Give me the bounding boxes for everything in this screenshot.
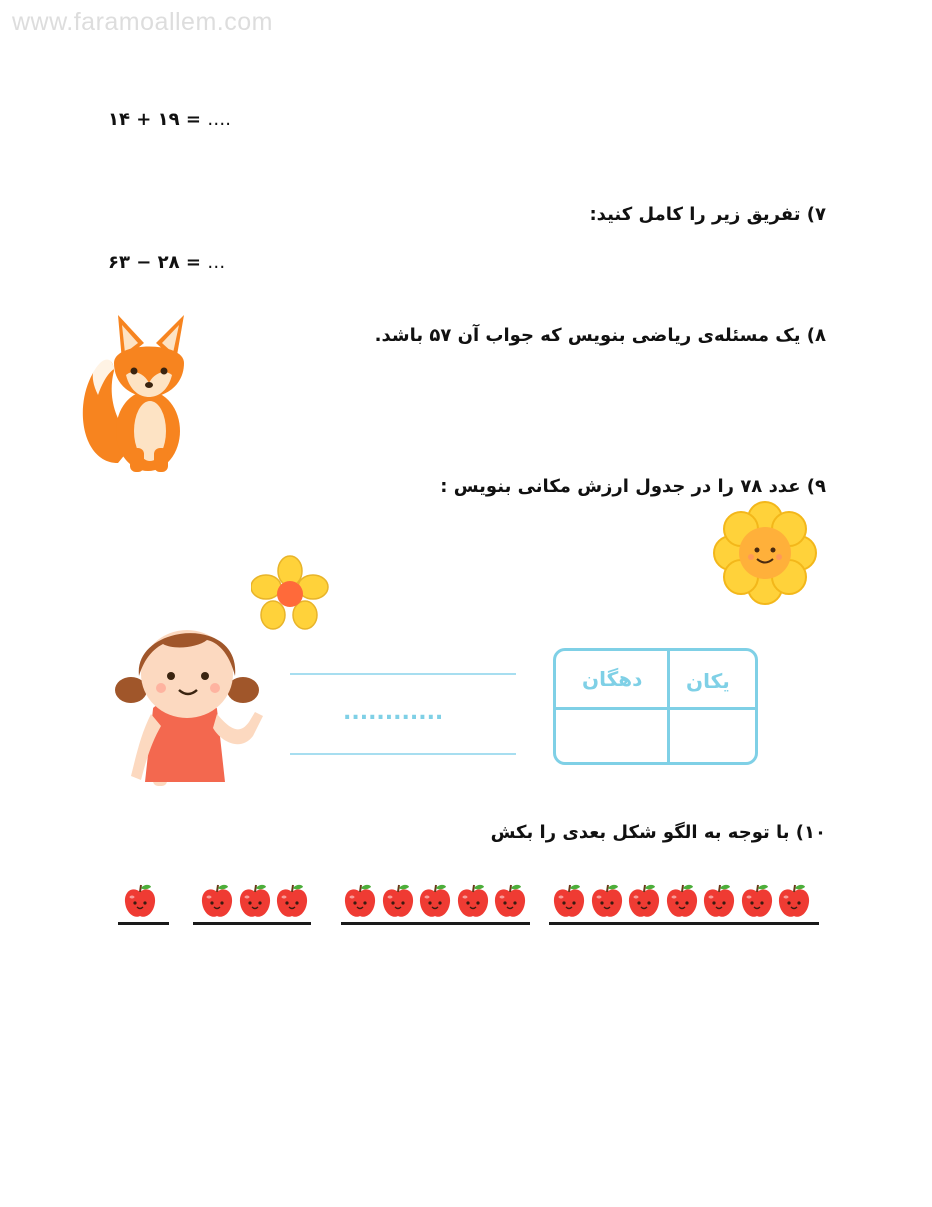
fox-icon [78,313,196,475]
addition-equation [108,109,231,130]
apple-icon [590,883,624,919]
addend-right: ۱۹ [157,109,180,130]
pattern-line-4 [549,922,819,925]
ones-cell[interactable] [670,710,755,762]
answer-blank: …. [207,109,232,130]
answer-blank: … [207,252,226,273]
question-10: ۱۰) با توجه به الگو شکل بعدی را بکش [490,822,826,843]
apple-icon [381,883,415,919]
equals-sign: = [185,109,201,130]
minus-sign: − [136,252,152,273]
place-value-table [553,648,758,765]
answer-dots: ............ [343,700,444,725]
pattern-line-3 [341,922,530,925]
apple-icon [238,883,272,919]
apple-icon [665,883,699,919]
apple-icon [552,883,586,919]
apple-icon [740,883,774,919]
girl-icon [113,604,263,786]
question-7: ۷) تفریق زیر را کامل کنید: [589,204,826,225]
minuend: ۶۳ [108,252,130,273]
apple-icon [200,883,234,919]
watermark: www.faramoallem.com [12,8,273,36]
apple-icon [418,883,452,919]
apple-icon [627,883,661,919]
tens-header: دهگان [582,667,643,691]
apple-icon [456,883,490,919]
apple-icon [343,883,377,919]
question-8: ۸) یک مسئله‌ی ریاضی بنویس که جواب آن ۵۷ باشد. [374,325,826,346]
ones-header: یکان [686,669,730,693]
plus-sign: + [136,109,152,130]
addend-left: ۱۴ [108,109,130,130]
subtraction-equation [108,252,225,273]
apple-icon [702,883,736,919]
pattern-line-2 [193,922,311,925]
apple-icon [777,883,811,919]
apple-icon [275,883,309,919]
answer-line-bottom [290,753,516,755]
answer-line-top [290,673,516,675]
apple-icon [493,883,527,919]
tens-cell[interactable] [556,710,667,762]
sun-flower-icon [713,501,817,605]
subtrahend: ۲۸ [157,252,180,273]
apple-icon [123,883,157,919]
pattern-line-1 [118,922,169,925]
equals-sign: = [185,252,201,273]
question-9: ۹) عدد ۷۸ را در جدول ارزش مکانی بنویس : [440,476,826,497]
